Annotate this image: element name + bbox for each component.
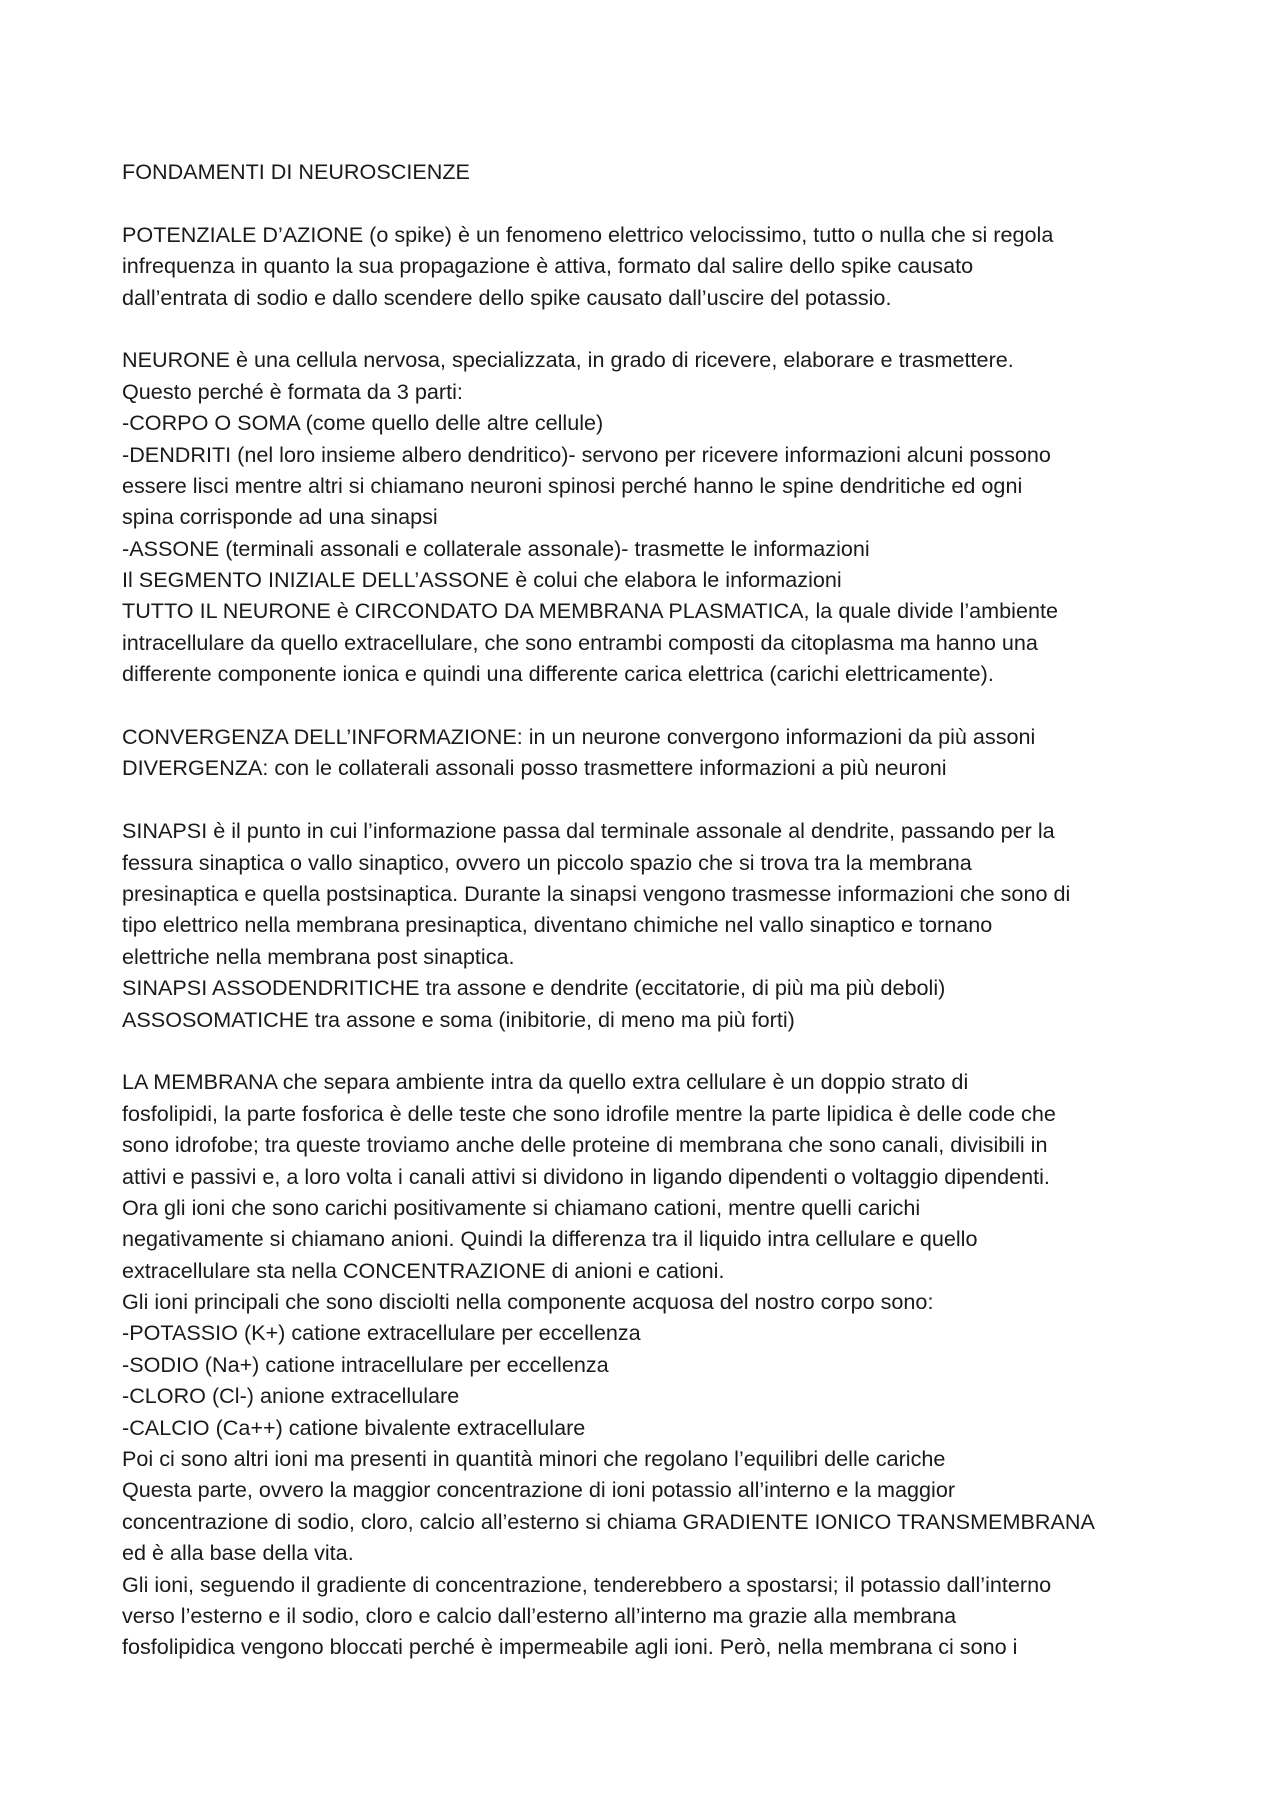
paragraph-line: Il SEGMENTO INIZIALE DELL’ASSONE è colui che elabora le informazioni [122,567,842,593]
paragraph-line: POTENZIALE D’AZIONE (o spike) è un fenomeno elettrico velocissimo, tutto o nulla che si regola [122,221,1054,247]
document-title: FONDAMENTI DI NEUROSCIENZE [122,159,470,184]
paragraph-line: CONVERGENZA DELL’INFORMAZIONE: in un neurone convergono informazioni da più assoni [122,724,1036,750]
paragraph-line: -CLORO (Cl-) anione extracellulare [122,1383,460,1409]
paragraph-line: elettriche nella membrana post sinaptica. [122,943,515,969]
document-body [122,156,1182,1663]
paragraph-line: -ASSONE (terminali assonali e collaterale assonale)- trasmette le informazioni [122,535,870,561]
paragraph-line: Questo perché è formata da 3 parti: [122,378,463,404]
paragraph-gap [122,690,1182,721]
paragraph-line: fessura sinaptica o vallo sinaptico, ovvero un piccolo spazio che si trova tra la membrana [122,849,972,875]
paragraph-line: Poi ci sono altri ioni ma presenti in quantità minori che regolano l’equilibri delle cariche [122,1446,946,1472]
paragraph-line: attivi e passivi e, a loro volta i canali attivi si dividono in ligando dipendenti o voltaggio dipendenti. [122,1163,1050,1189]
paragraph-line: negativamente si chiamano anioni. Quindi la differenza tra il liquido intra cellulare e quello [122,1226,978,1252]
paragraph-line: -CALCIO (Ca++) catione bivalente extracellulare [122,1414,586,1440]
paragraph-line: concentrazione di sodio, cloro, calcio all’esterno si chiama GRADIENTE IONICO TRANSMEMBRANA [122,1508,1095,1534]
paragraph-line: NEURONE è una cellula nervosa, specializzata, in grado di ricevere, elaborare e trasmettere. [122,347,1014,373]
paragraph-line: Ora gli ioni che sono carichi positivamente si chiamano cationi, mentre quelli carichi [122,1194,921,1220]
paragraph-line: tipo elettrico nella membrana presinaptica, diventano chimiche nel vallo sinaptico e tornano [122,912,993,938]
paragraph-line: dall’entrata di sodio e dallo scendere dello spike causato dall’uscire del potassio. [122,284,892,310]
paragraph-line: verso l’esterno e il sodio, cloro e calcio dall’esterno all’interno ma grazie alla membrana [122,1602,957,1628]
paragraph-line: -CORPO O SOMA (come quello delle altre cellule) [122,410,604,436]
paragraph-line: SINAPSI è il punto in cui l’informazione passa dal terminale assonale al dendrite, passando per la [122,818,1055,844]
paragraph-gap [122,313,1182,344]
paragraph-line: TUTTO IL NEURONE è CIRCONDATO DA MEMBRANA PLASMATICA, la quale divide l’ambiente [122,598,1058,624]
paragraph-line: infrequenza in quanto la sua propagazione è attiva, formato dal salire dello spike causato [122,253,974,279]
paragraph-line: sono idrofobe; tra queste troviamo anche delle proteine di membrana che sono canali, divisibili in [122,1132,1048,1158]
paragraph-line: extracellulare sta nella CONCENTRAZIONE di anioni e cationi. [122,1257,725,1283]
paragraph-line: fosfolipidica vengono bloccati perché è impermeabile agli ioni. Però, nella membrana ci sono i [122,1634,1018,1660]
paragraph-line: presinaptica e quella postsinaptica. Durante la sinapsi vengono trasmesse informazioni che sono di [122,880,1071,906]
paragraph-line: essere lisci mentre altri si chiamano neuroni spinosi perché hanno le spine dendritiche ed ogni [122,472,1023,498]
paragraph-line: differente componente ionica e quindi una differente carica elettrica (carichi elettricamente). [122,661,994,687]
paragraph-line: LA MEMBRANA che separa ambiente intra da quello extra cellulare è un doppio strato di [122,1069,969,1095]
paragraph-line: ASSOSOMATICHE tra assone e soma (inibitorie, di meno ma più forti) [122,1006,795,1032]
paragraph-line: intracellulare da quello extracellulare, che sono entrambi composti da citoplasma ma hanno una [122,629,1038,655]
paragraph-gap [122,784,1182,815]
paragraph-line: fosfolipidi, la parte fosforica è delle teste che sono idrofile mentre la parte lipidica è delle code che [122,1100,1056,1126]
paragraph-line: Gli ioni, seguendo il gradiente di concentrazione, tenderebbero a spostarsi; il potassio dall’interno [122,1571,1052,1597]
paragraph-line: spina corrisponde ad una sinapsi [122,504,438,530]
paragraph-gap [122,187,1182,218]
paragraph-line: ed è alla base della vita. [122,1540,354,1566]
paragraph-line: SINAPSI ASSODENDRITICHE tra assone e dendrite (eccitatorie, di più ma più deboli) [122,975,946,1001]
paragraph-line: Gli ioni principali che sono disciolti nella componente acquosa del nostro corpo sono: [122,1289,934,1315]
paragraph-line: -DENDRITI (nel loro insieme albero dendritico)- servono per ricevere informazioni alcuni possono [122,441,1051,467]
paragraph-line: -SODIO (Na+) catione intracellulare per eccellenza [122,1351,609,1377]
paragraph-gap [122,1035,1182,1066]
paragraph-line: Questa parte, ovvero la maggior concentrazione di ioni potassio all’interno e la maggior [122,1477,956,1503]
paragraph-line: -POTASSIO (K+) catione extracellulare per eccellenza [122,1320,641,1346]
paragraph-line: DIVERGENZA: con le collaterali assonali posso trasmettere informazioni a più neuroni [122,755,947,781]
